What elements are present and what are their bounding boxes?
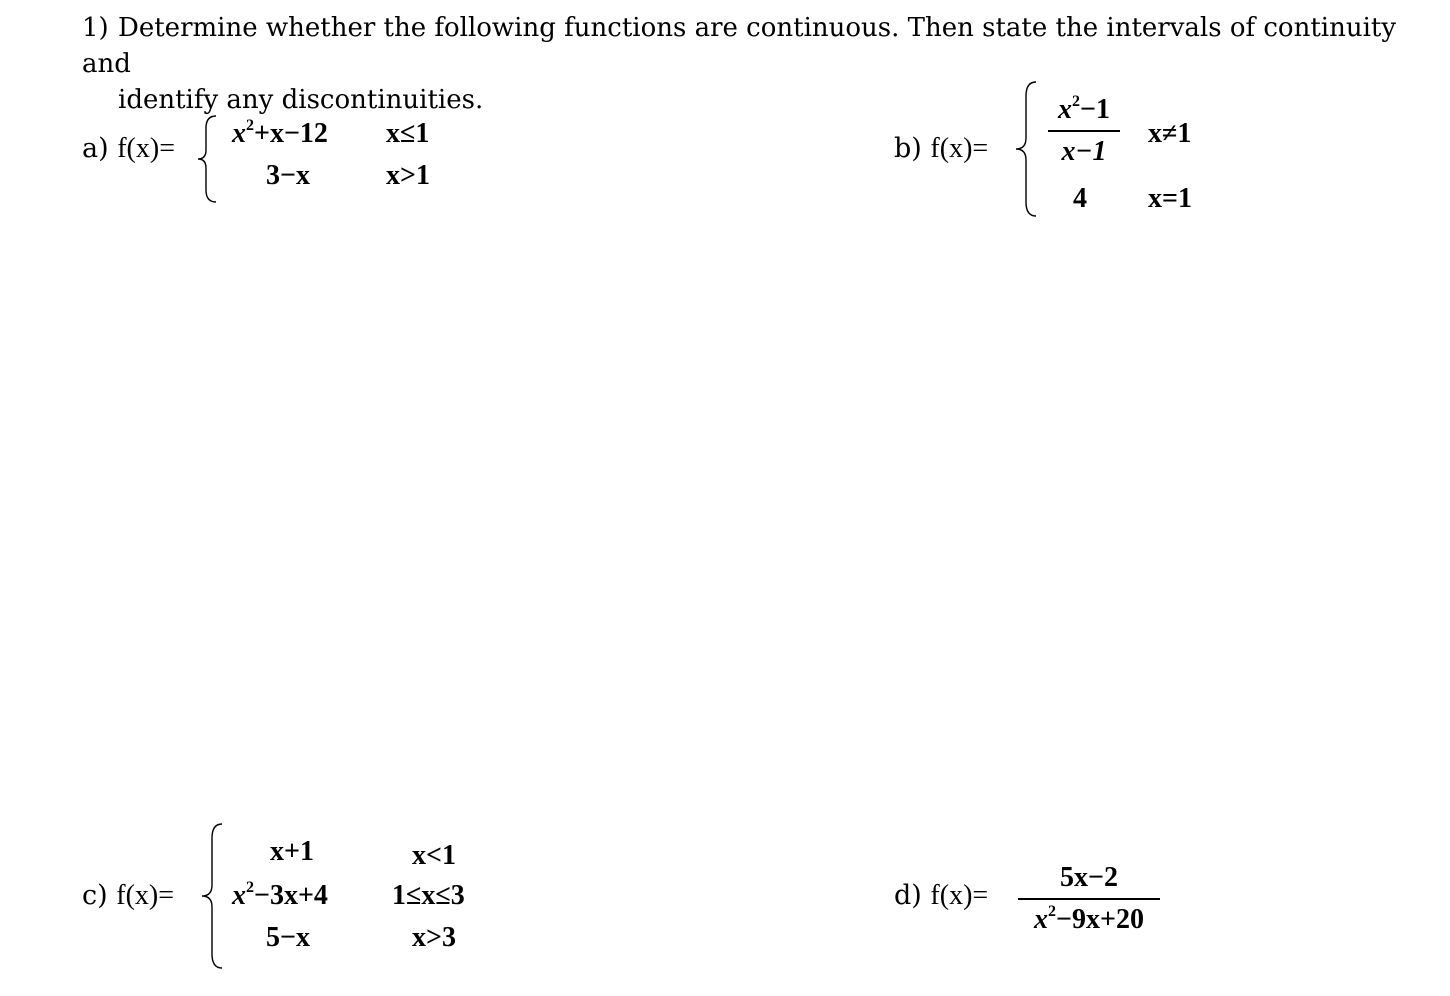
question-number: 1) [82, 13, 109, 43]
part-b-row1-denominator: x−1 [1061, 136, 1107, 167]
part-b-row2-cond: x=1 [1148, 183, 1192, 214]
question-prompt [82, 10, 1422, 118]
part-d-numerator: 5x−2 [1060, 862, 1118, 893]
part-a-label: a) f(x)= [82, 133, 175, 164]
part-b-lhs: f(x)= [930, 133, 989, 164]
part-c-label: c) f(x)= [82, 880, 175, 911]
part-a-row1-cond: x≤1 [386, 118, 430, 149]
question-line-2: identify any discontinuities. [118, 85, 484, 115]
part-b-row1-numerator: $x^2-1$ [1058, 93, 1110, 125]
part-b-row1-fraction [1052, 94, 1116, 168]
part-a-brace [196, 114, 220, 204]
part-a-lhs: f(x)= [117, 133, 175, 164]
part-d-label: d) f(x)= [894, 880, 989, 911]
part-b-label: b) f(x)= [894, 133, 989, 164]
question-line-1: Determine whether the following functions are continuous. Then state the intervals of continuity and [82, 13, 1397, 79]
part-a-row1-expr: $x^2+x-12$ [232, 117, 328, 149]
part-a-row2-cond: x>1 [386, 160, 430, 191]
part-d-lhs: f(x)= [930, 880, 989, 911]
part-b-row2-expr: 4 [1073, 183, 1087, 214]
part-c-row1-cond: x<1 [412, 840, 456, 871]
part-b-brace [1014, 80, 1040, 218]
part-c-row1-expr: x+1 [270, 836, 314, 867]
part-c-brace [200, 822, 226, 970]
part-b-row1-cond: x≠1 [1148, 118, 1192, 149]
part-d-fraction [1022, 862, 1156, 936]
part-c-row2-expr: $x^2-3x+4$ [232, 879, 328, 911]
part-c-lhs: f(x)= [116, 880, 175, 911]
part-c-row2-cond: 1≤x≤3 [392, 880, 465, 911]
part-d-denominator: $x^2-9x+20$ [1034, 903, 1144, 935]
part-c-row3-cond: x>3 [412, 922, 456, 953]
part-a-row2-expr: 3−x [266, 160, 310, 191]
part-c-row3-expr: 5−x [266, 922, 310, 953]
